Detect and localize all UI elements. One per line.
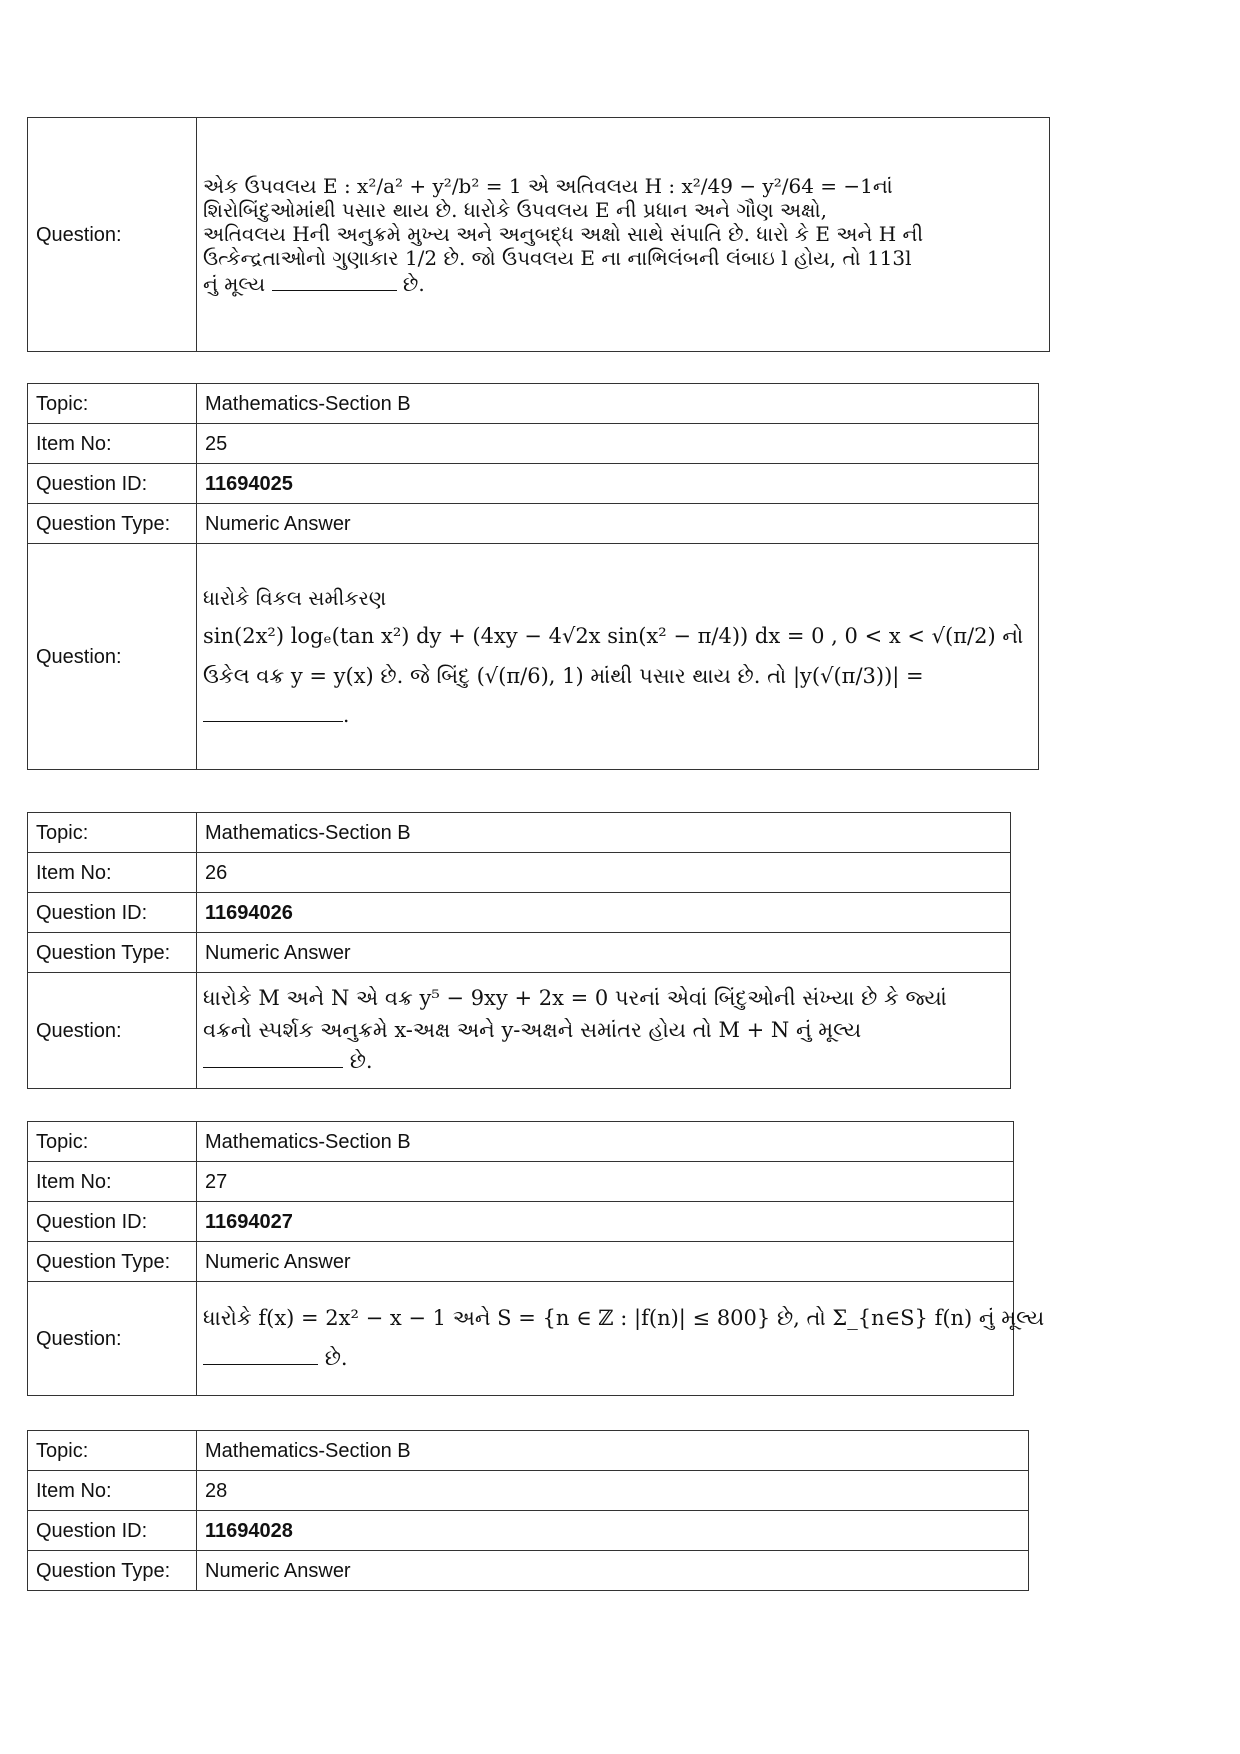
answer-blank [203,1343,318,1365]
topic-label: Topic: [28,1122,197,1162]
question-id-label: Question ID: [28,464,197,504]
question-label: Question: [28,544,197,770]
question-line: ઉત્કેન્દ્રતાઓનો ગુણાકાર 1/2 છે. જો ઉપવલય E ના નાભિલંબની લંબાઇ l હોય, તો 113l [203,245,912,270]
item-no-label: Item No: [28,1162,197,1202]
item-no-label: Item No: [28,424,197,464]
question-line: ધારોકે M અને N એ વક્ર y⁵ − 9xy + 2x = 0 પરનાં એવાં બિંદુઓની સંખ્યા છે કે જ્યાં [203,986,947,1011]
question-line-text: છે. [324,1345,348,1370]
question-line-text: . [343,703,350,728]
question-line: ધારોકે વિકલ સમીકરણ [203,585,387,610]
question-block-27 [27,1121,1045,1396]
question-id-value: 11694025 [197,464,1039,504]
answer-blank [203,701,343,722]
question-text [197,973,1011,1089]
topic-value: Mathematics-Section B [197,384,1039,424]
item-no-label: Item No: [28,1471,197,1511]
question-line-text: નું મૂલ્ય [203,271,266,296]
question-type-label: Question Type: [28,1551,197,1591]
answer-blank [272,270,397,291]
question-text [197,544,1039,770]
question-type-value: Numeric Answer [197,1551,1029,1591]
topic-label: Topic: [28,1431,197,1471]
question-block-24 [27,117,1050,352]
question-line [203,696,1034,734]
topic-value: Mathematics-Section B [197,813,1011,853]
topic-value: Mathematics-Section B [197,1431,1029,1471]
question-id-label: Question ID: [28,1202,197,1242]
question-line: sin(2x²) logₑ(tan x²) dy + (4xy − 4√2x sin(x² − π/4)) dx = 0 , 0 < x < √(π/2) નો [203,623,1024,648]
question-line-text: છે. [402,271,425,296]
question-id-value: 11694026 [197,893,1011,933]
question-type-value: Numeric Answer [197,933,1011,973]
question-block-28 [27,1430,1029,1591]
question-line [203,1046,1006,1078]
question-label: Question: [28,973,197,1089]
question-type-label: Question Type: [28,504,197,544]
question-label: Question: [28,1282,197,1396]
question-block-25 [27,383,1039,770]
question-type-value: Numeric Answer [197,1242,1014,1282]
question-id-label: Question ID: [28,1511,197,1551]
item-no-label: Item No: [28,853,197,893]
question-text [197,118,1050,352]
item-no-value: 25 [197,424,1039,464]
question-block-26 [27,812,1011,1089]
item-no-value: 28 [197,1471,1029,1511]
question-line: ઉકેલ વક્ર y = y(x) છે. જે બિંદુ (√(π/6), 1) માંથી પસાર થાય છે. તો |y(√(π/3))| = [203,663,924,688]
question-label: Question: [28,118,197,352]
topic-label: Topic: [28,384,197,424]
question-id-value: 11694027 [197,1202,1014,1242]
topic-label: Topic: [28,813,197,853]
question-line: ધારોકે f(x) = 2x² − x − 1 અને S = {n ∈ ℤ : |f(n)| ≤ 800} છે, તો Σ_{n∈S} f(n) નું મૂલ્ય [203,1305,1045,1330]
question-type-label: Question Type: [28,1242,197,1282]
topic-value: Mathematics-Section B [197,1122,1014,1162]
question-line [203,270,1045,296]
item-no-value: 26 [197,853,1011,893]
question-text [197,1282,1045,1396]
question-line [203,1339,1009,1379]
question-line: અતિવલય Hની અનુક્રમે મુખ્ય અને અનુબદ્ધ અક્ષો સાથે સંપાતિ છે. ધારો કે E અને H ની [203,221,924,246]
question-type-label: Question Type: [28,933,197,973]
answer-blank [203,1046,343,1068]
question-line: શિરોબિંદુઓમાંથી પસાર થાય છે. ધારોકે ઉપવલય E ની પ્રધાન અને ગૌણ અક્ષો, [203,197,827,222]
question-line: એક ઉપવલય E : x²/a² + y²/b² = 1 એ અતિવલય H : x²/49 − y²/64 = −1નાં [203,173,893,198]
question-id-label: Question ID: [28,893,197,933]
question-line: વક્રનો સ્પર્શક અનુક્રમે x-અક્ષ અને y-અક્ષને સમાંતર હોય તો M + N નું મૂલ્ય [203,1017,862,1042]
item-no-value: 27 [197,1162,1014,1202]
question-id-value: 11694028 [197,1511,1029,1551]
question-line-text: છે. [349,1049,373,1074]
question-type-value: Numeric Answer [197,504,1039,544]
